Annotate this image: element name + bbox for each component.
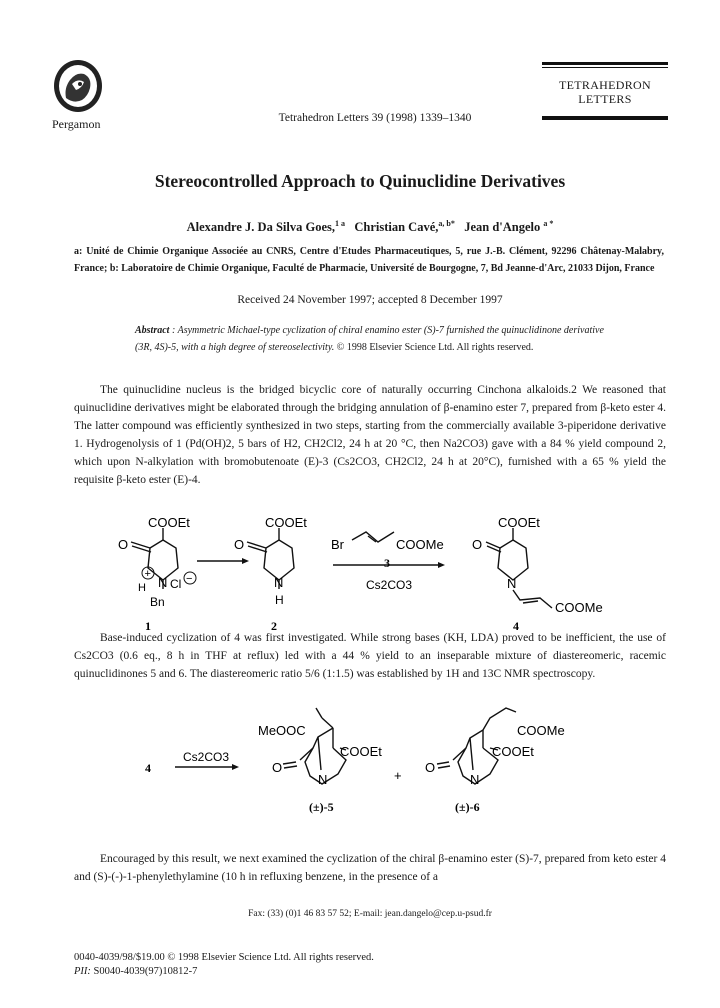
plus-sign: + bbox=[394, 768, 402, 783]
bond bbox=[247, 542, 266, 548]
ring-bond bbox=[150, 540, 163, 548]
arrow-head bbox=[242, 558, 249, 564]
atom-label: H bbox=[138, 582, 146, 594]
ring-bond bbox=[266, 540, 279, 548]
abstract-text: : Asymmetric Michael-type cyclization of chiral enamino ester (S)-7 furnished the quinuclidinone derivative (3R, 4S)-5, with a high degree of stereoselectivity. bbox=[135, 325, 604, 353]
author-name: Christian Cavé, bbox=[354, 220, 439, 235]
atom-label: COOMe bbox=[555, 600, 603, 615]
charge-minus: − bbox=[186, 573, 193, 585]
masthead-title bbox=[542, 78, 668, 106]
bond bbox=[316, 708, 322, 718]
atom-label: COOMe bbox=[517, 723, 565, 738]
bond bbox=[438, 766, 450, 768]
atom-label: O bbox=[472, 537, 483, 552]
atom-label: MeOOC bbox=[258, 723, 306, 738]
atom-label: COOEt bbox=[492, 744, 534, 759]
charge-circle bbox=[142, 567, 154, 579]
pii-value: S0040-4039(97)10812-7 bbox=[93, 966, 198, 977]
bond bbox=[513, 590, 552, 608]
cage-bond bbox=[305, 728, 346, 784]
compound-number: 1 bbox=[145, 619, 151, 633]
corresponding-fax-email: Fax: (33) (0)1 46 83 57 52; E-mail: jean.dangelo@cep.u-psud.fr bbox=[248, 909, 492, 919]
copyright-line: 0040-4039/98/$19.00 © 1998 Elsevier Science Ltd. All rights reserved. bbox=[74, 952, 374, 963]
atom-label: COOMe bbox=[396, 537, 444, 552]
bond bbox=[437, 762, 449, 764]
charge-plus: + bbox=[144, 568, 151, 580]
journal-reference: Tetrahedron Letters 39 (1998) 1339–1340 bbox=[278, 112, 472, 124]
atom-label: H bbox=[275, 593, 284, 607]
bond bbox=[352, 532, 394, 542]
masthead-rule bbox=[542, 62, 668, 65]
atom-label: N bbox=[470, 772, 480, 787]
atom-label: COOEt bbox=[498, 515, 540, 530]
atom-label: COOEt bbox=[148, 515, 190, 530]
bond bbox=[483, 708, 516, 730]
compound-number: 4 bbox=[145, 761, 151, 775]
author-name: Jean d'Angelo bbox=[464, 220, 541, 235]
cage-bond bbox=[470, 738, 473, 770]
atom-label: Br bbox=[331, 537, 344, 552]
bond bbox=[368, 536, 376, 542]
arrow-head bbox=[438, 562, 445, 568]
atom-label: Bn bbox=[150, 595, 165, 609]
atom-label: O bbox=[118, 537, 129, 552]
elsevier-tree-logo-icon bbox=[52, 58, 104, 114]
author-name: Alexandre J. Da Silva Goes, bbox=[186, 220, 335, 235]
atom-label: COOEt bbox=[265, 515, 307, 530]
cage-bond bbox=[300, 748, 313, 760]
publisher-name: Pergamon bbox=[52, 117, 101, 131]
bond bbox=[283, 762, 296, 764]
masthead-line: LETTERS bbox=[578, 92, 632, 106]
arrow-head bbox=[232, 764, 239, 770]
charge-circle bbox=[184, 572, 196, 584]
cage-bond bbox=[458, 730, 498, 784]
ring-bond bbox=[498, 540, 528, 580]
bond bbox=[132, 546, 151, 552]
ring-bond bbox=[148, 540, 178, 580]
cage-bond bbox=[453, 748, 466, 760]
atom-label: O bbox=[272, 760, 283, 775]
masthead-line: TETRAHEDRON bbox=[559, 78, 651, 92]
journal-masthead bbox=[542, 62, 668, 120]
atom-label: N bbox=[158, 575, 168, 590]
ring-bond bbox=[500, 540, 513, 548]
bond bbox=[340, 748, 346, 750]
compound-label: (±)-5 bbox=[309, 800, 334, 814]
compound-label: (±)-6 bbox=[455, 800, 480, 814]
paragraph-2: Base-induced cyclization of 4 was first investigated. While strong bases (KH, LDA) proved to be inefficient, the use of Cs2CO3 (0.6 eq., 8 h in THF at reflux) led with a 44 % yield to an inseparable mixture of diastereomeric, racemic quinuclidinones 5 and 6. The diastereomeric ratio 5/6 (1:1.5) was established by 1H and 13C NMR spectroscopy. bbox=[74, 632, 666, 680]
atom-label: COOEt bbox=[340, 744, 382, 759]
compound-number: 3 bbox=[384, 556, 390, 570]
abstract-label: Abstract bbox=[135, 325, 170, 336]
bond bbox=[322, 718, 333, 728]
received-dates: Received 24 November 1997; accepted 8 December 1997 bbox=[237, 294, 503, 306]
paragraph-3: Encouraged by this result, we next examined the cyclization of the chiral β-enamino ester (S)-7, prepared from keto ester 4 and (S)-(-)-1-phenylethylamine (10 h in refluxing benzene, in the presence of a bbox=[74, 853, 666, 883]
bond bbox=[490, 748, 498, 750]
ring-bond bbox=[264, 540, 294, 580]
bond bbox=[486, 542, 500, 548]
compound-number: 4 bbox=[513, 619, 519, 633]
author-affil-mark: a * bbox=[543, 219, 554, 228]
cage-bond bbox=[318, 737, 321, 770]
compound-number: 2 bbox=[271, 619, 277, 633]
atom-label: O bbox=[425, 760, 436, 775]
abstract bbox=[135, 322, 615, 356]
atom-label: N bbox=[318, 772, 328, 787]
atom-label: Cl bbox=[170, 577, 182, 591]
atom-label: O bbox=[234, 537, 245, 552]
pii-label: PII: bbox=[74, 966, 91, 977]
atom-label: N bbox=[507, 576, 517, 591]
bond bbox=[248, 546, 267, 552]
atom-label: N bbox=[274, 575, 284, 590]
bond bbox=[523, 601, 538, 603]
paragraph-1: The quinuclidine nucleus is the bridged bicyclic core of naturally occurring Cinchona alkaloids.2 We reasoned that quinuclidine derivatives might be elaborated through the bridging annulation of β-enamino ester 7, prepared from β-keto ester 4. The latter compound was efficiently synthesized in two steps, starting from the commercially available 3-piperidone derivative 1. Hydrogenolysis of 1 (Pd(OH)2, 5 bars of H2, CH2Cl2, 24 h at 20 °C, then Na2CO3) gave with a 84 % yield compound 2, which upon N-alkylation with bromobutenoate (E)-3 (Cs2CO3, CH2Cl2, 24 h at 20°C), furnished with a 65 % yield the requisite β-keto ester (E)-4. bbox=[74, 384, 666, 486]
author-list bbox=[0, 219, 720, 235]
reagent-label: Cs2CO3 bbox=[366, 578, 413, 592]
bond bbox=[284, 766, 297, 768]
reagent-label: Cs2CO3 bbox=[183, 750, 230, 764]
masthead-rule bbox=[542, 67, 668, 68]
affiliations: a: Unité de Chimie Organique Associée au CNRS, Centre d'Etudes Pharmaceutiques, 5, rue J.-B. Clément, 92296 Châtenay-Malabry, France; b: Laboratoire de Chimie Organique, Faculté de Pharmacie, Université de Bourgogne, 7, Bd Jeanne-d'Arc, 21033 Dijon, France bbox=[74, 246, 664, 274]
author-affil-mark: 1 a bbox=[334, 219, 345, 228]
masthead-rule bbox=[542, 117, 668, 120]
article-title: Stereocontrolled Approach to Quinuclidine Derivatives bbox=[154, 171, 566, 191]
author-affil-mark: a, b* bbox=[438, 219, 455, 228]
pii-line bbox=[74, 966, 197, 977]
bond bbox=[487, 546, 501, 552]
bond bbox=[131, 542, 150, 548]
abstract-copyright: © 1998 Elsevier Science Ltd. All rights reserved. bbox=[336, 342, 534, 353]
